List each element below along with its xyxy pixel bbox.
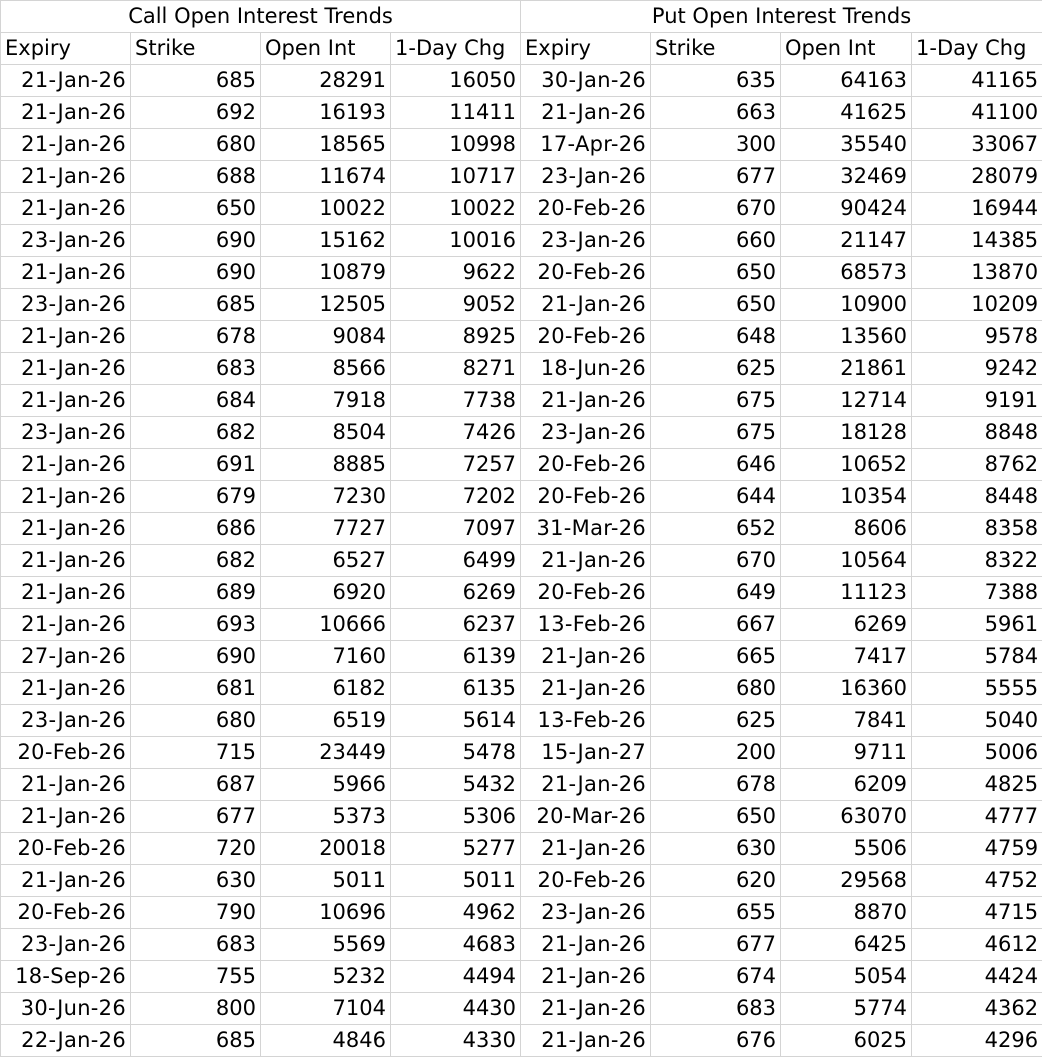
- cell-put-open-int[interactable]: 8606: [781, 513, 912, 545]
- cell-call-1-day-chg[interactable]: 4430: [391, 993, 521, 1025]
- cell-call-1-day-chg[interactable]: 8271: [391, 353, 521, 385]
- cell-call-expiry[interactable]: 21-Jan-26: [1, 321, 131, 353]
- cell-call-open-int[interactable]: 23449: [261, 737, 391, 769]
- cell-call-1-day-chg[interactable]: 7097: [391, 513, 521, 545]
- cell-call-open-int[interactable]: 6920: [261, 577, 391, 609]
- cell-put-strike[interactable]: 650: [651, 801, 781, 833]
- cell-call-strike[interactable]: 685: [131, 65, 261, 97]
- cell-put-open-int[interactable]: 6209: [781, 769, 912, 801]
- put-title-cell[interactable]: Put Open Interest Trends: [521, 1, 1042, 33]
- cell-call-1-day-chg[interactable]: 16050: [391, 65, 521, 97]
- cell-put-strike[interactable]: 652: [651, 513, 781, 545]
- cell-put-open-int[interactable]: 6425: [781, 929, 912, 961]
- cell-call-strike[interactable]: 690: [131, 641, 261, 673]
- cell-put-1-day-chg[interactable]: 8848: [912, 417, 1042, 449]
- cell-call-open-int[interactable]: 20018: [261, 833, 391, 865]
- cell-put-expiry[interactable]: 31-Mar-26: [521, 513, 651, 545]
- cell-put-expiry[interactable]: 21-Jan-26: [521, 385, 651, 417]
- cell-call-strike[interactable]: 680: [131, 705, 261, 737]
- cell-call-1-day-chg[interactable]: 7257: [391, 449, 521, 481]
- cell-call-open-int[interactable]: 7104: [261, 993, 391, 1025]
- cell-put-expiry[interactable]: 21-Jan-26: [521, 641, 651, 673]
- cell-put-expiry[interactable]: 21-Jan-26: [521, 1025, 651, 1057]
- table-row: [1, 65, 1042, 97]
- cell-put-strike[interactable]: 625: [651, 705, 781, 737]
- cell-put-strike[interactable]: 300: [651, 129, 781, 161]
- cell-put-strike[interactable]: 670: [651, 193, 781, 225]
- cell-call-open-int[interactable]: 8885: [261, 449, 391, 481]
- cell-put-strike[interactable]: 676: [651, 1025, 781, 1057]
- cell-put-1-day-chg[interactable]: 8762: [912, 449, 1042, 481]
- cell-put-open-int[interactable]: 5506: [781, 833, 912, 865]
- cell-put-1-day-chg[interactable]: 9242: [912, 353, 1042, 385]
- cell-call-open-int[interactable]: 15162: [261, 225, 391, 257]
- cell-call-expiry[interactable]: 21-Jan-26: [1, 801, 131, 833]
- cell-put-open-int[interactable]: 6025: [781, 1025, 912, 1057]
- cell-call-expiry[interactable]: 21-Jan-26: [1, 769, 131, 801]
- cell-call-open-int[interactable]: 6519: [261, 705, 391, 737]
- cell-put-strike[interactable]: 683: [651, 993, 781, 1025]
- cell-put-strike[interactable]: 655: [651, 897, 781, 929]
- cell-put-1-day-chg[interactable]: 8358: [912, 513, 1042, 545]
- cell-call-expiry[interactable]: 21-Jan-26: [1, 577, 131, 609]
- cell-call-1-day-chg[interactable]: 7738: [391, 385, 521, 417]
- cell-put-open-int[interactable]: 9711: [781, 737, 912, 769]
- cell-call-1-day-chg[interactable]: 6135: [391, 673, 521, 705]
- cell-put-1-day-chg[interactable]: 7388: [912, 577, 1042, 609]
- cell-call-strike[interactable]: 800: [131, 993, 261, 1025]
- cell-put-open-int[interactable]: 12714: [781, 385, 912, 417]
- cell-call-1-day-chg[interactable]: 5277: [391, 833, 521, 865]
- table-row: [1, 1025, 1042, 1057]
- cell-call-strike[interactable]: 679: [131, 481, 261, 513]
- cell-put-1-day-chg[interactable]: 41100: [912, 97, 1042, 129]
- cell-put-strike[interactable]: 680: [651, 673, 781, 705]
- cell-put-expiry[interactable]: 20-Feb-26: [521, 257, 651, 289]
- cell-put-open-int[interactable]: 10900: [781, 289, 912, 321]
- cell-call-1-day-chg[interactable]: 10998: [391, 129, 521, 161]
- cell-put-expiry[interactable]: 21-Jan-26: [521, 545, 651, 577]
- cell-put-open-int[interactable]: 21861: [781, 353, 912, 385]
- cell-put-open-int[interactable]: 29568: [781, 865, 912, 897]
- cell-put-open-int[interactable]: 5054: [781, 961, 912, 993]
- cell-call-expiry[interactable]: 21-Jan-26: [1, 161, 131, 193]
- table-row: [1, 737, 1042, 769]
- cell-put-strike[interactable]: 670: [651, 545, 781, 577]
- cell-put-strike[interactable]: 200: [651, 737, 781, 769]
- cell-put-1-day-chg[interactable]: 8322: [912, 545, 1042, 577]
- cell-put-strike[interactable]: 630: [651, 833, 781, 865]
- table-row: [1, 705, 1042, 737]
- cell-put-1-day-chg[interactable]: 41165: [912, 65, 1042, 97]
- cell-call-open-int[interactable]: 5569: [261, 929, 391, 961]
- cell-call-strike[interactable]: 682: [131, 545, 261, 577]
- cell-put-strike[interactable]: 649: [651, 577, 781, 609]
- cell-call-strike[interactable]: 692: [131, 97, 261, 129]
- cell-put-1-day-chg[interactable]: 9191: [912, 385, 1042, 417]
- cell-call-strike[interactable]: 684: [131, 385, 261, 417]
- cell-put-expiry[interactable]: 23-Jan-26: [521, 417, 651, 449]
- cell-call-open-int[interactable]: 7727: [261, 513, 391, 545]
- table-row: [1, 673, 1042, 705]
- cell-call-expiry[interactable]: 23-Jan-26: [1, 225, 131, 257]
- cell-put-expiry[interactable]: 20-Feb-26: [521, 321, 651, 353]
- cell-put-strike[interactable]: 646: [651, 449, 781, 481]
- cell-call-strike[interactable]: 683: [131, 929, 261, 961]
- table-row: [1, 385, 1042, 417]
- cell-put-strike[interactable]: 678: [651, 769, 781, 801]
- cell-put-open-int[interactable]: 7841: [781, 705, 912, 737]
- cell-put-expiry[interactable]: 21-Jan-26: [521, 833, 651, 865]
- cell-put-expiry[interactable]: 23-Jan-26: [521, 897, 651, 929]
- cell-call-strike[interactable]: 685: [131, 1025, 261, 1057]
- cell-put-open-int[interactable]: 5774: [781, 993, 912, 1025]
- cell-put-open-int[interactable]: 8870: [781, 897, 912, 929]
- cell-call-strike[interactable]: 690: [131, 225, 261, 257]
- cell-call-expiry[interactable]: 23-Jan-26: [1, 929, 131, 961]
- cell-put-open-int[interactable]: 16360: [781, 673, 912, 705]
- cell-put-expiry[interactable]: 20-Feb-26: [521, 449, 651, 481]
- cell-put-strike[interactable]: 667: [651, 609, 781, 641]
- cell-put-open-int[interactable]: 10354: [781, 481, 912, 513]
- cell-put-expiry[interactable]: 20-Feb-26: [521, 481, 651, 513]
- cell-call-expiry[interactable]: 23-Jan-26: [1, 289, 131, 321]
- call-title-cell[interactable]: Call Open Interest Trends: [1, 1, 521, 33]
- cell-call-strike[interactable]: 755: [131, 961, 261, 993]
- table-row: [1, 577, 1042, 609]
- cell-put-expiry[interactable]: 13-Feb-26: [521, 609, 651, 641]
- cell-put-1-day-chg[interactable]: 5961: [912, 609, 1042, 641]
- cell-put-strike[interactable]: 635: [651, 65, 781, 97]
- cell-call-open-int[interactable]: 9084: [261, 321, 391, 353]
- cell-put-expiry[interactable]: 13-Feb-26: [521, 705, 651, 737]
- cell-put-open-int[interactable]: 13560: [781, 321, 912, 353]
- cell-call-open-int[interactable]: 8504: [261, 417, 391, 449]
- cell-put-1-day-chg[interactable]: 4424: [912, 961, 1042, 993]
- header-put-open-int[interactable]: Open Int: [781, 33, 912, 65]
- cell-call-open-int[interactable]: 8566: [261, 353, 391, 385]
- cell-call-expiry[interactable]: 21-Jan-26: [1, 129, 131, 161]
- cell-call-open-int[interactable]: 5011: [261, 865, 391, 897]
- cell-call-1-day-chg[interactable]: 6139: [391, 641, 521, 673]
- cell-put-expiry[interactable]: 21-Jan-26: [521, 769, 651, 801]
- cell-call-1-day-chg[interactable]: 11411: [391, 97, 521, 129]
- cell-put-expiry[interactable]: 15-Jan-27: [521, 737, 651, 769]
- header-put-1-day-chg[interactable]: 1-Day Chg: [912, 33, 1042, 65]
- cell-call-1-day-chg[interactable]: 10717: [391, 161, 521, 193]
- cell-put-strike[interactable]: 620: [651, 865, 781, 897]
- cell-call-strike[interactable]: 688: [131, 161, 261, 193]
- cell-put-expiry[interactable]: 21-Jan-26: [521, 673, 651, 705]
- cell-call-strike[interactable]: 681: [131, 673, 261, 705]
- cell-call-open-int[interactable]: 10666: [261, 609, 391, 641]
- cell-put-1-day-chg[interactable]: 5555: [912, 673, 1042, 705]
- cell-call-1-day-chg[interactable]: 4962: [391, 897, 521, 929]
- cell-call-expiry[interactable]: 21-Jan-26: [1, 97, 131, 129]
- table-row: [1, 97, 1042, 129]
- cell-put-open-int[interactable]: 41625: [781, 97, 912, 129]
- cell-call-open-int[interactable]: 7918: [261, 385, 391, 417]
- cell-call-1-day-chg[interactable]: 10022: [391, 193, 521, 225]
- cell-put-expiry[interactable]: 30-Jan-26: [521, 65, 651, 97]
- cell-put-1-day-chg[interactable]: 28079: [912, 161, 1042, 193]
- cell-put-open-int[interactable]: 10652: [781, 449, 912, 481]
- cell-put-expiry[interactable]: 20-Feb-26: [521, 865, 651, 897]
- cell-call-1-day-chg[interactable]: 8925: [391, 321, 521, 353]
- cell-call-strike[interactable]: 693: [131, 609, 261, 641]
- table-row: [1, 801, 1042, 833]
- cell-call-strike[interactable]: 677: [131, 801, 261, 833]
- cell-put-strike[interactable]: 650: [651, 257, 781, 289]
- cell-call-1-day-chg[interactable]: 7202: [391, 481, 521, 513]
- cell-call-open-int[interactable]: 5966: [261, 769, 391, 801]
- cell-put-strike[interactable]: 677: [651, 161, 781, 193]
- cell-call-expiry[interactable]: 21-Jan-26: [1, 193, 131, 225]
- cell-call-expiry[interactable]: 20-Feb-26: [1, 833, 131, 865]
- table-row: [1, 193, 1042, 225]
- table-row: [1, 257, 1042, 289]
- cell-call-1-day-chg[interactable]: 4494: [391, 961, 521, 993]
- cell-put-1-day-chg[interactable]: 4362: [912, 993, 1042, 1025]
- cell-call-expiry[interactable]: 27-Jan-26: [1, 641, 131, 673]
- cell-put-1-day-chg[interactable]: 5006: [912, 737, 1042, 769]
- cell-call-strike[interactable]: 720: [131, 833, 261, 865]
- cell-call-open-int[interactable]: 6182: [261, 673, 391, 705]
- cell-put-strike[interactable]: 660: [651, 225, 781, 257]
- table-row: [1, 897, 1042, 929]
- cell-call-open-int[interactable]: 11674: [261, 161, 391, 193]
- cell-call-1-day-chg[interactable]: 4330: [391, 1025, 521, 1057]
- cell-put-expiry[interactable]: 20-Mar-26: [521, 801, 651, 833]
- cell-call-1-day-chg[interactable]: 4683: [391, 929, 521, 961]
- cell-put-1-day-chg[interactable]: 33067: [912, 129, 1042, 161]
- cell-call-open-int[interactable]: 12505: [261, 289, 391, 321]
- cell-call-open-int[interactable]: 4846: [261, 1025, 391, 1057]
- cell-call-1-day-chg[interactable]: 9052: [391, 289, 521, 321]
- cell-call-expiry[interactable]: 22-Jan-26: [1, 1025, 131, 1057]
- cell-call-open-int[interactable]: 28291: [261, 65, 391, 97]
- cell-put-1-day-chg[interactable]: 14385: [912, 225, 1042, 257]
- cell-call-strike[interactable]: 678: [131, 321, 261, 353]
- cell-put-1-day-chg[interactable]: 5040: [912, 705, 1042, 737]
- cell-put-open-int[interactable]: 7417: [781, 641, 912, 673]
- cell-put-1-day-chg[interactable]: 4296: [912, 1025, 1042, 1057]
- cell-put-strike[interactable]: 677: [651, 929, 781, 961]
- cell-put-expiry[interactable]: 21-Jan-26: [521, 97, 651, 129]
- header-call-1-day-chg[interactable]: 1-Day Chg: [391, 33, 521, 65]
- cell-call-expiry[interactable]: 21-Jan-26: [1, 385, 131, 417]
- cell-put-open-int[interactable]: 11123: [781, 577, 912, 609]
- cell-call-1-day-chg[interactable]: 7426: [391, 417, 521, 449]
- cell-call-expiry[interactable]: 21-Jan-26: [1, 545, 131, 577]
- table-row: [1, 833, 1042, 865]
- cell-put-open-int[interactable]: 35540: [781, 129, 912, 161]
- cell-call-1-day-chg[interactable]: 5432: [391, 769, 521, 801]
- cell-call-open-int[interactable]: 7230: [261, 481, 391, 513]
- cell-call-expiry[interactable]: 23-Jan-26: [1, 705, 131, 737]
- cell-call-strike[interactable]: 790: [131, 897, 261, 929]
- cell-call-strike[interactable]: 680: [131, 129, 261, 161]
- cell-call-1-day-chg[interactable]: 9622: [391, 257, 521, 289]
- cell-call-expiry[interactable]: 21-Jan-26: [1, 673, 131, 705]
- header-put-expiry[interactable]: Expiry: [521, 33, 651, 65]
- cell-call-open-int[interactable]: 6527: [261, 545, 391, 577]
- table-row: [1, 321, 1042, 353]
- cell-put-expiry[interactable]: 21-Jan-26: [521, 289, 651, 321]
- cell-put-1-day-chg[interactable]: 4752: [912, 865, 1042, 897]
- table-row: [1, 641, 1042, 673]
- cell-put-expiry[interactable]: 20-Feb-26: [521, 193, 651, 225]
- cell-call-expiry[interactable]: 20-Feb-26: [1, 737, 131, 769]
- cell-call-1-day-chg[interactable]: 10016: [391, 225, 521, 257]
- cell-call-strike[interactable]: 715: [131, 737, 261, 769]
- table-row: [1, 129, 1042, 161]
- cell-call-1-day-chg[interactable]: 5306: [391, 801, 521, 833]
- table-row: [1, 449, 1042, 481]
- table-row: [1, 289, 1042, 321]
- cell-put-open-int[interactable]: 18128: [781, 417, 912, 449]
- cell-put-strike[interactable]: 675: [651, 417, 781, 449]
- cell-put-open-int[interactable]: 64163: [781, 65, 912, 97]
- cell-put-1-day-chg[interactable]: 4777: [912, 801, 1042, 833]
- header-call-expiry[interactable]: Expiry: [1, 33, 131, 65]
- cell-call-open-int[interactable]: 10022: [261, 193, 391, 225]
- cell-put-open-int[interactable]: 6269: [781, 609, 912, 641]
- cell-put-expiry[interactable]: 21-Jan-26: [521, 929, 651, 961]
- cell-put-1-day-chg[interactable]: 10209: [912, 289, 1042, 321]
- cell-put-open-int[interactable]: 10564: [781, 545, 912, 577]
- cell-call-open-int[interactable]: 10696: [261, 897, 391, 929]
- title-row: [1, 1, 1042, 33]
- cell-call-expiry[interactable]: 30-Jun-26: [1, 993, 131, 1025]
- cell-call-1-day-chg[interactable]: 6237: [391, 609, 521, 641]
- cell-put-1-day-chg[interactable]: 13870: [912, 257, 1042, 289]
- cell-put-expiry[interactable]: 20-Feb-26: [521, 577, 651, 609]
- table-row: [1, 513, 1042, 545]
- cell-call-strike[interactable]: 650: [131, 193, 261, 225]
- cell-put-1-day-chg[interactable]: 4612: [912, 929, 1042, 961]
- cell-call-strike[interactable]: 685: [131, 289, 261, 321]
- cell-call-open-int[interactable]: 18565: [261, 129, 391, 161]
- table-row: [1, 609, 1042, 641]
- cell-put-1-day-chg[interactable]: 4715: [912, 897, 1042, 929]
- cell-call-open-int[interactable]: 16193: [261, 97, 391, 129]
- table-row: [1, 929, 1042, 961]
- table-row: [1, 545, 1042, 577]
- cell-put-expiry[interactable]: 21-Jan-26: [521, 961, 651, 993]
- cell-put-expiry[interactable]: 17-Apr-26: [521, 129, 651, 161]
- cell-put-open-int[interactable]: 32469: [781, 161, 912, 193]
- cell-call-1-day-chg[interactable]: 5478: [391, 737, 521, 769]
- cell-put-expiry[interactable]: 21-Jan-26: [521, 993, 651, 1025]
- cell-call-open-int[interactable]: 5232: [261, 961, 391, 993]
- table-row: [1, 417, 1042, 449]
- table-row: [1, 481, 1042, 513]
- cell-put-strike[interactable]: 675: [651, 385, 781, 417]
- cell-put-strike[interactable]: 648: [651, 321, 781, 353]
- cell-put-1-day-chg[interactable]: 4825: [912, 769, 1042, 801]
- cell-call-open-int[interactable]: 5373: [261, 801, 391, 833]
- cell-put-expiry[interactable]: 18-Jun-26: [521, 353, 651, 385]
- cell-call-open-int[interactable]: 10879: [261, 257, 391, 289]
- table-row: [1, 769, 1042, 801]
- cell-put-strike[interactable]: 625: [651, 353, 781, 385]
- cell-call-strike[interactable]: 682: [131, 417, 261, 449]
- cell-put-1-day-chg[interactable]: 4759: [912, 833, 1042, 865]
- table-row: [1, 161, 1042, 193]
- cell-call-expiry[interactable]: 21-Jan-26: [1, 865, 131, 897]
- cell-call-strike[interactable]: 630: [131, 865, 261, 897]
- cell-call-1-day-chg[interactable]: 6499: [391, 545, 521, 577]
- cell-put-expiry[interactable]: 23-Jan-26: [521, 225, 651, 257]
- table-row: [1, 961, 1042, 993]
- cell-put-expiry[interactable]: 23-Jan-26: [521, 161, 651, 193]
- cell-put-open-int[interactable]: 63070: [781, 801, 912, 833]
- cell-call-strike[interactable]: 690: [131, 257, 261, 289]
- cell-call-expiry[interactable]: 18-Sep-26: [1, 961, 131, 993]
- cell-call-strike[interactable]: 687: [131, 769, 261, 801]
- cell-call-expiry[interactable]: 21-Jan-26: [1, 609, 131, 641]
- cell-put-strike[interactable]: 665: [651, 641, 781, 673]
- header-row: [1, 33, 1042, 65]
- cell-call-strike[interactable]: 686: [131, 513, 261, 545]
- cell-call-expiry[interactable]: 21-Jan-26: [1, 449, 131, 481]
- cell-put-strike[interactable]: 644: [651, 481, 781, 513]
- cell-call-expiry[interactable]: 20-Feb-26: [1, 897, 131, 929]
- cell-call-1-day-chg[interactable]: 5614: [391, 705, 521, 737]
- cell-put-1-day-chg[interactable]: 9578: [912, 321, 1042, 353]
- cell-call-strike[interactable]: 691: [131, 449, 261, 481]
- cell-call-expiry[interactable]: 21-Jan-26: [1, 353, 131, 385]
- cell-call-expiry[interactable]: 21-Jan-26: [1, 481, 131, 513]
- table-row: [1, 353, 1042, 385]
- header-call-strike[interactable]: Strike: [131, 33, 261, 65]
- cell-put-strike[interactable]: 650: [651, 289, 781, 321]
- table-row: [1, 225, 1042, 257]
- table-row: [1, 865, 1042, 897]
- cell-call-expiry[interactable]: 21-Jan-26: [1, 513, 131, 545]
- cell-put-1-day-chg[interactable]: 16944: [912, 193, 1042, 225]
- cell-put-1-day-chg[interactable]: 5784: [912, 641, 1042, 673]
- header-call-open-int[interactable]: Open Int: [261, 33, 391, 65]
- cell-call-expiry[interactable]: 21-Jan-26: [1, 257, 131, 289]
- cell-put-strike[interactable]: 674: [651, 961, 781, 993]
- cell-put-open-int[interactable]: 21147: [781, 225, 912, 257]
- cell-put-1-day-chg[interactable]: 8448: [912, 481, 1042, 513]
- cell-put-strike[interactable]: 663: [651, 97, 781, 129]
- cell-call-strike[interactable]: 683: [131, 353, 261, 385]
- cell-call-1-day-chg[interactable]: 5011: [391, 865, 521, 897]
- cell-put-open-int[interactable]: 90424: [781, 193, 912, 225]
- header-put-strike[interactable]: Strike: [651, 33, 781, 65]
- cell-call-expiry[interactable]: 21-Jan-26: [1, 65, 131, 97]
- table-row: [1, 993, 1042, 1025]
- cell-call-strike[interactable]: 689: [131, 577, 261, 609]
- cell-call-1-day-chg[interactable]: 6269: [391, 577, 521, 609]
- cell-call-open-int[interactable]: 7160: [261, 641, 391, 673]
- cell-put-open-int[interactable]: 68573: [781, 257, 912, 289]
- cell-call-expiry[interactable]: 23-Jan-26: [1, 417, 131, 449]
